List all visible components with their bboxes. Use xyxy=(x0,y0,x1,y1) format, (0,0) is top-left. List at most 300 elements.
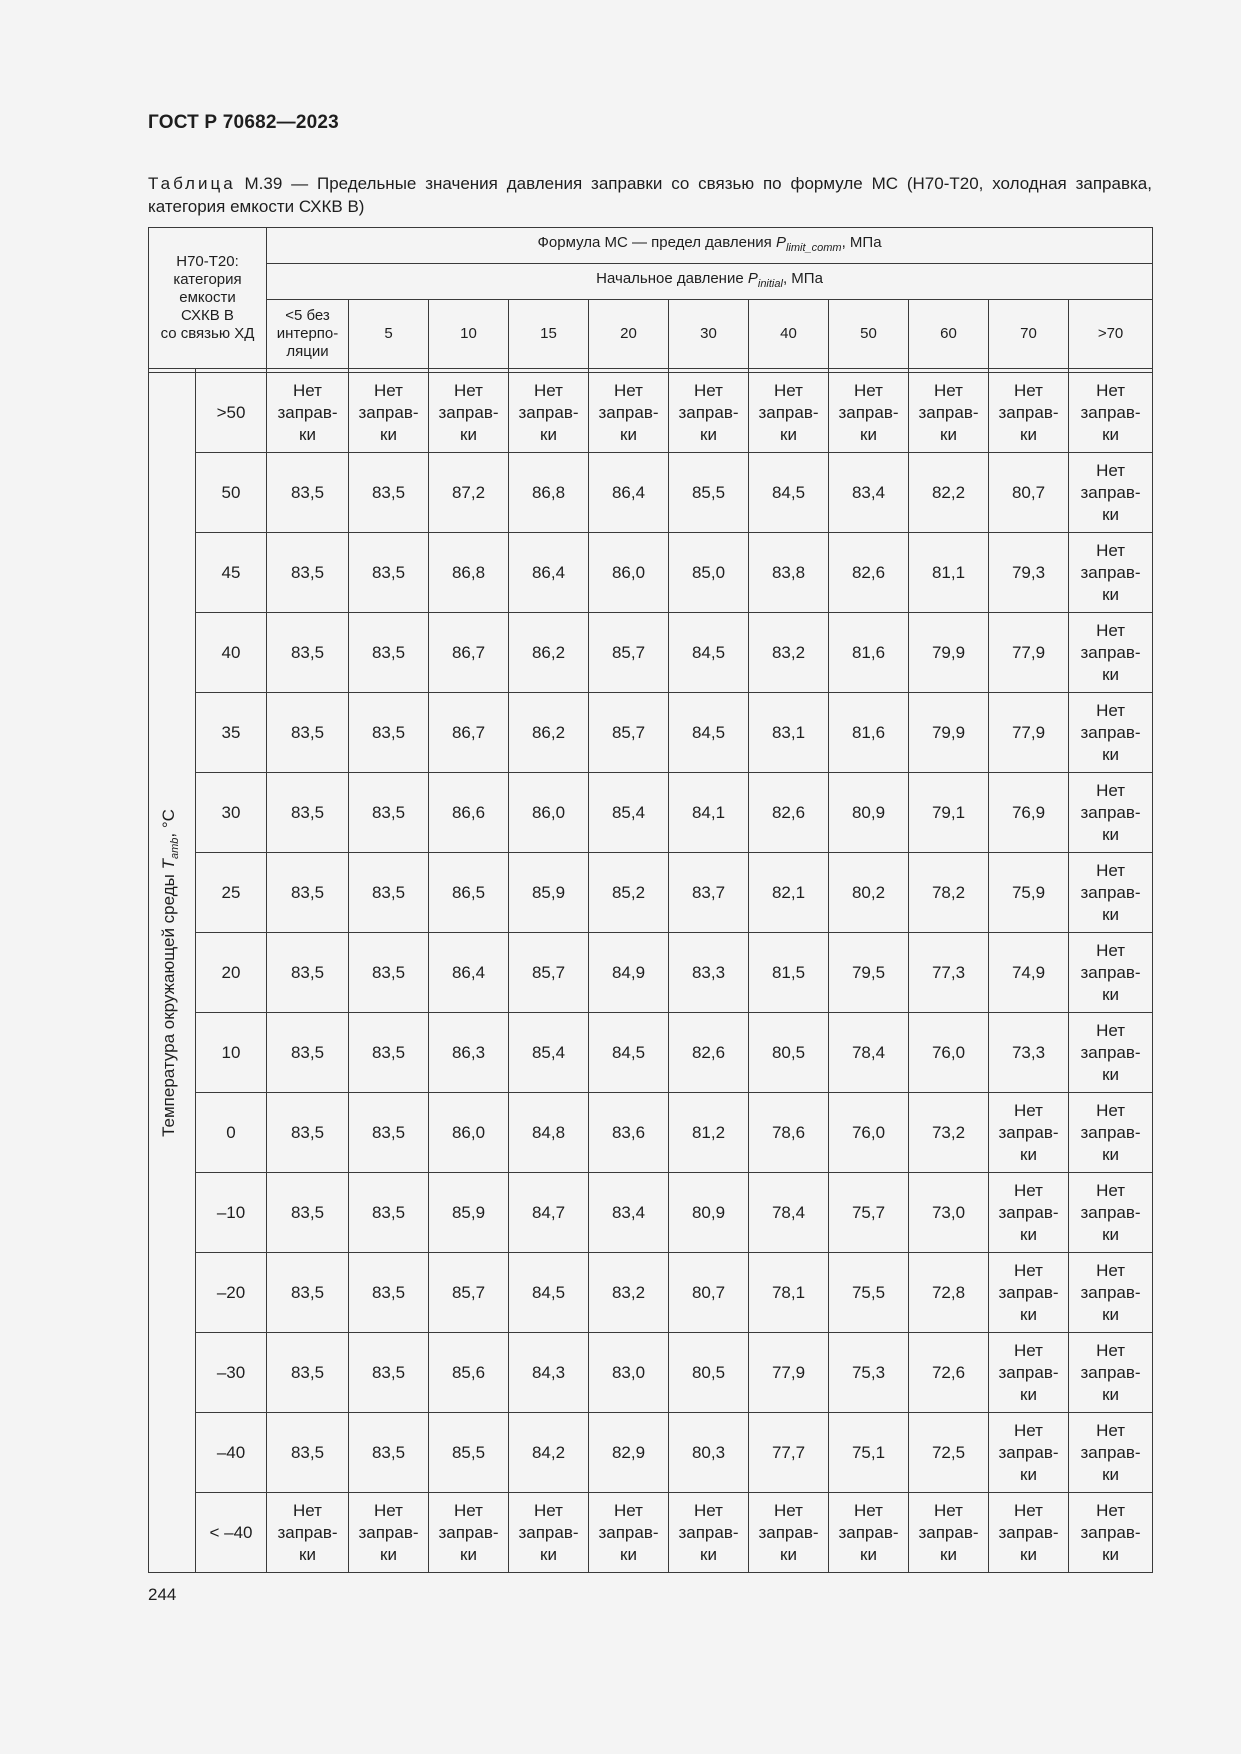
corner-cell xyxy=(149,228,267,369)
pressure-value-cell xyxy=(989,1253,1069,1333)
pressure-value-cell xyxy=(267,1333,349,1413)
pressure-value-cell xyxy=(1069,373,1153,453)
pressure-value: 75,1 xyxy=(851,1442,886,1462)
table-row xyxy=(149,933,1153,1013)
pressure-column-label: 15 xyxy=(540,325,557,342)
pressure-value: 85,9 xyxy=(451,1202,486,1222)
pressure-value-cell xyxy=(749,453,829,533)
temperature-value: < –40 xyxy=(209,1522,253,1542)
pressure-value-cell xyxy=(429,1253,509,1333)
pressure-value-cell xyxy=(749,1013,829,1093)
pressure-value-cell xyxy=(1069,1333,1153,1413)
pressure-value: 86,3 xyxy=(451,1042,486,1062)
no-fill-label: Нет заправ- ки xyxy=(1080,1180,1141,1244)
pressure-value-cell xyxy=(589,853,669,933)
pressure-value-cell xyxy=(429,693,509,773)
pressure-value: 86,4 xyxy=(531,562,566,582)
pressure-value-cell xyxy=(349,853,429,933)
temperature-cell xyxy=(196,1173,267,1253)
temperature-value: 10 xyxy=(221,1042,241,1062)
no-fill-label: Нет заправ- ки xyxy=(918,1500,979,1564)
pressure-column-header xyxy=(829,300,909,369)
pressure-value-cell xyxy=(429,853,509,933)
pressure-value-cell xyxy=(509,773,589,853)
temperature-value: –40 xyxy=(216,1442,246,1462)
pressure-value: 83,5 xyxy=(371,722,406,742)
pressure-value: 81,6 xyxy=(851,642,886,662)
pressure-value-cell xyxy=(829,693,909,773)
pressure-value-cell xyxy=(589,933,669,1013)
pressure-value: 80,9 xyxy=(691,1202,726,1222)
pressure-value-cell xyxy=(749,373,829,453)
pressure-value: 77,9 xyxy=(1011,642,1046,662)
no-fill-label: Нет заправ- ки xyxy=(518,380,579,444)
no-fill-label: Нет заправ- ки xyxy=(1080,540,1141,604)
pressure-value: 73,3 xyxy=(1011,1042,1046,1062)
pressure-value: 83,5 xyxy=(371,642,406,662)
pressure-value-cell xyxy=(989,933,1069,1013)
table-row xyxy=(149,1013,1153,1093)
pressure-value-cell xyxy=(509,1333,589,1413)
pressure-value: 83,5 xyxy=(371,1442,406,1462)
no-fill-label: Нет заправ- ки xyxy=(358,380,419,444)
pressure-value-cell xyxy=(669,1493,749,1573)
pressure-column-header xyxy=(989,300,1069,369)
pressure-value: 81,1 xyxy=(931,562,966,582)
pressure-value: 83,5 xyxy=(371,562,406,582)
pressure-value: 83,4 xyxy=(851,482,886,502)
axis-cell xyxy=(149,373,196,1573)
pressure-value-cell xyxy=(589,373,669,453)
pressure-value: 83,5 xyxy=(371,482,406,502)
pressure-value: 75,5 xyxy=(851,1282,886,1302)
pressure-value-cell xyxy=(989,1413,1069,1493)
pressure-value-cell xyxy=(267,933,349,1013)
pressure-value: 75,9 xyxy=(1011,882,1046,902)
pressure-value: 83,5 xyxy=(371,1042,406,1062)
pressure-value-cell xyxy=(749,533,829,613)
pressure-column-header xyxy=(429,300,509,369)
pressure-value: 83,3 xyxy=(691,962,726,982)
pressure-value-cell xyxy=(509,373,589,453)
no-fill-label: Нет заправ- ки xyxy=(438,1500,499,1564)
no-fill-label: Нет заправ- ки xyxy=(277,1500,338,1564)
pressure-value: 80,7 xyxy=(691,1282,726,1302)
pressure-column-header xyxy=(349,300,429,369)
pressure-value: 86,0 xyxy=(531,802,566,822)
pressure-value-cell xyxy=(669,613,749,693)
pressure-value: 86,7 xyxy=(451,722,486,742)
pressure-value-cell xyxy=(509,1253,589,1333)
pressure-value: 84,5 xyxy=(691,722,726,742)
no-fill-label: Нет заправ- ки xyxy=(358,1500,419,1564)
temperature-value: –20 xyxy=(216,1282,246,1302)
pressure-value: 78,4 xyxy=(771,1202,806,1222)
pressure-value: 83,5 xyxy=(290,1282,325,1302)
temperature-value: 0 xyxy=(226,1122,236,1142)
corner-label: H70-T20: категория емкости СХКВ В со связью ХД xyxy=(160,253,255,342)
pressure-value: 83,2 xyxy=(611,1282,646,1302)
pressure-value-cell xyxy=(589,1173,669,1253)
pressure-value: 86,7 xyxy=(451,642,486,662)
pressure-value: 83,8 xyxy=(771,562,806,582)
pressure-value: 84,8 xyxy=(531,1122,566,1142)
pressure-value-cell xyxy=(829,933,909,1013)
pressure-value-cell xyxy=(1069,773,1153,853)
pressure-value-cell xyxy=(429,1493,509,1573)
no-fill-label: Нет заправ- ки xyxy=(1080,1500,1141,1564)
pressure-value: 83,6 xyxy=(611,1122,646,1142)
temperature-value: –10 xyxy=(216,1202,246,1222)
no-fill-label: Нет заправ- ки xyxy=(838,380,899,444)
pressure-value-cell xyxy=(909,1013,989,1093)
pressure-value: 74,9 xyxy=(1011,962,1046,982)
pressure-value-cell xyxy=(349,1173,429,1253)
pressure-value-cell xyxy=(909,773,989,853)
temperature-value: 30 xyxy=(221,802,241,822)
no-fill-label: Нет заправ- ки xyxy=(598,1500,659,1564)
table-row xyxy=(149,453,1153,533)
pressure-value-cell xyxy=(267,453,349,533)
table-row xyxy=(149,693,1153,773)
pressure-value-cell xyxy=(349,933,429,1013)
no-fill-label: Нет заправ- ки xyxy=(678,1500,739,1564)
pressure-value-cell xyxy=(749,853,829,933)
no-fill-label: Нет заправ- ки xyxy=(758,380,819,444)
formula-header xyxy=(267,228,1153,264)
pressure-value-cell xyxy=(349,373,429,453)
temperature-value: >50 xyxy=(216,402,246,422)
pressure-value-cell xyxy=(669,1333,749,1413)
pressure-value-cell xyxy=(589,613,669,693)
pressure-value: 76,0 xyxy=(851,1122,886,1142)
pressure-value: 82,6 xyxy=(771,802,806,822)
no-fill-label: Нет заправ- ки xyxy=(1080,1260,1141,1324)
pressure-value: 83,5 xyxy=(371,962,406,982)
pressure-value: 81,5 xyxy=(771,962,806,982)
pressure-value-cell xyxy=(829,1253,909,1333)
no-fill-label: Нет заправ- ки xyxy=(998,1340,1059,1404)
pressure-value: 83,5 xyxy=(290,962,325,982)
pressure-value: 86,8 xyxy=(451,562,486,582)
pressure-value: 82,9 xyxy=(611,1442,646,1462)
pressure-value-cell xyxy=(429,533,509,613)
pressure-value: 76,0 xyxy=(931,1042,966,1062)
pressure-value-cell xyxy=(1069,1493,1153,1573)
pressure-value-cell xyxy=(509,1013,589,1093)
pressure-value: 86,8 xyxy=(531,482,566,502)
pressure-value-cell xyxy=(749,933,829,1013)
document-id: ГОСТ Р 70682—2023 xyxy=(148,112,339,133)
pressure-value-cell xyxy=(267,373,349,453)
pressure-value-cell xyxy=(429,453,509,533)
pressure-value: 83,5 xyxy=(290,882,325,902)
temperature-cell xyxy=(196,613,267,693)
pressure-value-cell xyxy=(509,533,589,613)
no-fill-label: Нет заправ- ки xyxy=(1080,1340,1141,1404)
pressure-value-cell xyxy=(429,613,509,693)
pressure-value-cell xyxy=(829,853,909,933)
pressure-value: 84,5 xyxy=(771,482,806,502)
pressure-value: 83,5 xyxy=(290,1442,325,1462)
pressure-value-cell xyxy=(669,933,749,1013)
pressure-value-cell xyxy=(749,1333,829,1413)
pressure-value-cell xyxy=(909,1493,989,1573)
pressure-value: 82,6 xyxy=(851,562,886,582)
temperature-cell xyxy=(196,1333,267,1413)
temperature-cell xyxy=(196,1253,267,1333)
temperature-cell xyxy=(196,773,267,853)
pressure-value-cell xyxy=(429,1413,509,1493)
pressure-value: 86,5 xyxy=(451,882,486,902)
pressure-value-cell xyxy=(589,453,669,533)
pressure-value-cell xyxy=(589,1333,669,1413)
no-fill-label: Нет заправ- ки xyxy=(998,380,1059,444)
no-fill-label: Нет заправ- ки xyxy=(998,1420,1059,1484)
temperature-value: 45 xyxy=(221,562,241,582)
pressure-value-cell xyxy=(909,1413,989,1493)
pressure-value-cell xyxy=(349,1493,429,1573)
header-row-initial xyxy=(149,264,1153,300)
pressure-column-header xyxy=(749,300,829,369)
pressure-value: 81,6 xyxy=(851,722,886,742)
pressure-value-cell xyxy=(989,693,1069,773)
no-fill-label: Нет заправ- ки xyxy=(758,1500,819,1564)
pressure-value: 83,5 xyxy=(371,1202,406,1222)
pressure-value-cell xyxy=(909,373,989,453)
pressure-value: 80,7 xyxy=(1011,482,1046,502)
pressure-value-cell xyxy=(909,933,989,1013)
pressure-column-label: 50 xyxy=(860,325,877,342)
pressure-value-cell xyxy=(1069,1013,1153,1093)
pressure-value: 83,5 xyxy=(371,1282,406,1302)
temperature-value: 20 xyxy=(221,962,241,982)
pressure-value-cell xyxy=(349,453,429,533)
pressure-value-cell xyxy=(267,693,349,773)
pressure-value-cell xyxy=(829,613,909,693)
pressure-column-header xyxy=(909,300,989,369)
pressure-value: 80,9 xyxy=(851,802,886,822)
pressure-value-cell xyxy=(509,1413,589,1493)
pressure-value-cell xyxy=(589,533,669,613)
pressure-value: 81,2 xyxy=(691,1122,726,1142)
pressure-value: 83,5 xyxy=(290,722,325,742)
pressure-value-cell xyxy=(909,453,989,533)
pressure-value-cell xyxy=(669,1413,749,1493)
no-fill-label: Нет заправ- ки xyxy=(678,380,739,444)
pressure-value: 84,5 xyxy=(531,1282,566,1302)
pressure-value-cell xyxy=(429,1333,509,1413)
temperature-value: –30 xyxy=(216,1362,246,1382)
pressure-value-cell xyxy=(669,1013,749,1093)
caption-text: M.39 — Предельные значения давления заправки со связью по формуле MC (H70-T20, холодная заправка, категория емкости СХКВ B) xyxy=(148,174,1152,216)
pressure-value-cell xyxy=(989,1333,1069,1413)
pressure-column-label: 5 xyxy=(384,325,393,342)
pressure-value-cell xyxy=(909,1093,989,1173)
pressure-value-cell xyxy=(1069,853,1153,933)
temperature-cell xyxy=(196,1093,267,1173)
no-fill-label: Нет заправ- ки xyxy=(998,1100,1059,1164)
pressure-value-cell xyxy=(1069,1413,1153,1493)
pressure-value-cell xyxy=(349,1333,429,1413)
pressure-value-cell xyxy=(509,613,589,693)
pressure-value: 83,5 xyxy=(290,1362,325,1382)
no-fill-label: Нет заправ- ки xyxy=(1080,780,1141,844)
pressure-value-cell xyxy=(989,773,1069,853)
pressure-value-cell xyxy=(989,613,1069,693)
pressure-value: 83,5 xyxy=(290,562,325,582)
pressure-value: 80,5 xyxy=(691,1362,726,1382)
pressure-value: 83,5 xyxy=(290,1202,325,1222)
pressure-value: 79,9 xyxy=(931,722,966,742)
pressure-value-cell xyxy=(589,1013,669,1093)
pressure-value-cell xyxy=(669,773,749,853)
no-fill-label: Нет заправ- ки xyxy=(518,1500,579,1564)
pressure-value: 73,2 xyxy=(931,1122,966,1142)
pressure-value-cell xyxy=(589,1253,669,1333)
pressure-value-cell xyxy=(989,373,1069,453)
temperature-cell xyxy=(196,1493,267,1573)
temperature-cell xyxy=(196,1013,267,1093)
pressure-value-cell xyxy=(669,453,749,533)
pressure-value-cell xyxy=(829,1013,909,1093)
temperature-cell xyxy=(196,693,267,773)
no-fill-label: Нет заправ- ки xyxy=(1080,460,1141,524)
pressure-value: 75,7 xyxy=(851,1202,886,1222)
table-row xyxy=(149,1253,1153,1333)
pressure-value: 83,5 xyxy=(290,1122,325,1142)
pressure-value: 83,4 xyxy=(611,1202,646,1222)
pressure-value-cell xyxy=(909,1253,989,1333)
pressure-value-cell xyxy=(909,853,989,933)
formula-header-text: Формула MC — предел давления $P_{limit\_comm}$, МПа xyxy=(537,234,882,254)
pressure-value-cell xyxy=(509,1493,589,1573)
pressure-value: 85,4 xyxy=(531,1042,566,1062)
pressure-value-cell xyxy=(749,1253,829,1333)
pressure-value-cell xyxy=(1069,1173,1153,1253)
pressure-value: 84,1 xyxy=(691,802,726,822)
pressure-value-cell xyxy=(429,933,509,1013)
table-row xyxy=(149,1093,1153,1173)
pressure-value-cell xyxy=(509,853,589,933)
temperature-cell xyxy=(196,373,267,453)
pressure-value: 86,4 xyxy=(611,482,646,502)
no-fill-label: Нет заправ- ки xyxy=(1080,380,1141,444)
pressure-value-cell xyxy=(349,1413,429,1493)
no-fill-label: Нет заправ- ки xyxy=(998,1500,1059,1564)
pressure-value-cell xyxy=(1069,613,1153,693)
pressure-value-cell xyxy=(349,773,429,853)
table-row xyxy=(149,1173,1153,1253)
no-fill-label: Нет заправ- ки xyxy=(998,1180,1059,1244)
pressure-column-label: 60 xyxy=(940,325,957,342)
pressure-value: 84,2 xyxy=(531,1442,566,1462)
temperature-cell xyxy=(196,853,267,933)
pressure-value: 85,7 xyxy=(451,1282,486,1302)
pressure-value-cell xyxy=(909,613,989,693)
pressure-value: 77,7 xyxy=(771,1442,806,1462)
pressure-value: 83,2 xyxy=(771,642,806,662)
pressure-value: 75,3 xyxy=(851,1362,886,1382)
pressure-value: 77,3 xyxy=(931,962,966,982)
pressure-value: 86,4 xyxy=(451,962,486,982)
pressure-value-cell xyxy=(589,1413,669,1493)
pressure-value: 84,5 xyxy=(611,1042,646,1062)
no-fill-label: Нет заправ- ки xyxy=(1080,1420,1141,1484)
pressure-value: 76,9 xyxy=(1011,802,1046,822)
pressure-value-cell xyxy=(429,1173,509,1253)
pressure-value-cell xyxy=(749,693,829,773)
pressure-value-cell xyxy=(509,453,589,533)
pressure-value-cell xyxy=(509,1173,589,1253)
pressure-value: 79,1 xyxy=(931,802,966,822)
pressure-value-cell xyxy=(1069,693,1153,773)
pressure-value-cell xyxy=(509,933,589,1013)
pressure-column-header xyxy=(1069,300,1153,369)
pressure-value-cell xyxy=(267,853,349,933)
pressure-value: 84,7 xyxy=(531,1202,566,1222)
pressure-value-cell xyxy=(349,613,429,693)
pressure-value-cell xyxy=(829,1333,909,1413)
pressure-value: 82,2 xyxy=(931,482,966,502)
no-fill-label: Нет заправ- ки xyxy=(438,380,499,444)
pressure-value: 86,0 xyxy=(611,562,646,582)
temperature-value: 40 xyxy=(221,642,241,662)
pressure-value: 72,5 xyxy=(931,1442,966,1462)
pressure-value: 83,5 xyxy=(290,802,325,822)
pressure-value: 83,7 xyxy=(691,882,726,902)
pressure-value-cell xyxy=(749,1493,829,1573)
pressure-value-cell xyxy=(589,1093,669,1173)
pressure-value-cell xyxy=(589,773,669,853)
pressure-value: 82,1 xyxy=(771,882,806,902)
pressure-value-cell xyxy=(829,1493,909,1573)
pressure-value: 85,9 xyxy=(531,882,566,902)
table-row xyxy=(149,853,1153,933)
pressure-value-cell xyxy=(429,1093,509,1173)
table-row xyxy=(149,1333,1153,1413)
pressure-value: 83,5 xyxy=(371,882,406,902)
pressure-value: 79,3 xyxy=(1011,562,1046,582)
pressure-value: 85,2 xyxy=(611,882,646,902)
pressure-column-label: <5 без интерпо- ляции xyxy=(276,307,339,360)
pressure-value: 85,4 xyxy=(611,802,646,822)
pressure-value-cell xyxy=(749,1093,829,1173)
pressure-value-cell xyxy=(669,853,749,933)
pressure-value-cell xyxy=(749,1413,829,1493)
pressure-value: 85,7 xyxy=(531,962,566,982)
pressure-value: 83,5 xyxy=(290,642,325,662)
pressure-value: 86,0 xyxy=(451,1122,486,1142)
pressure-value: 83,1 xyxy=(771,722,806,742)
temperature-axis-label: Температура окружающей среды $T_{amb}$, °С xyxy=(158,808,182,1137)
pressure-value-cell xyxy=(349,1013,429,1093)
pressure-value-cell xyxy=(829,453,909,533)
pressure-value: 72,6 xyxy=(931,1362,966,1382)
pressure-value-cell xyxy=(267,1253,349,1333)
pressure-value-cell xyxy=(1069,1253,1153,1333)
temperature-cell xyxy=(196,533,267,613)
pressure-value-cell xyxy=(429,373,509,453)
table-caption xyxy=(148,172,1152,218)
pressure-value-cell xyxy=(267,613,349,693)
pressure-value-cell xyxy=(909,1333,989,1413)
pressure-value: 84,3 xyxy=(531,1362,566,1382)
pressure-value: 85,0 xyxy=(691,562,726,582)
pressure-value-cell xyxy=(749,773,829,853)
pressure-value-cell xyxy=(1069,533,1153,613)
pressure-value-cell xyxy=(989,1493,1069,1573)
